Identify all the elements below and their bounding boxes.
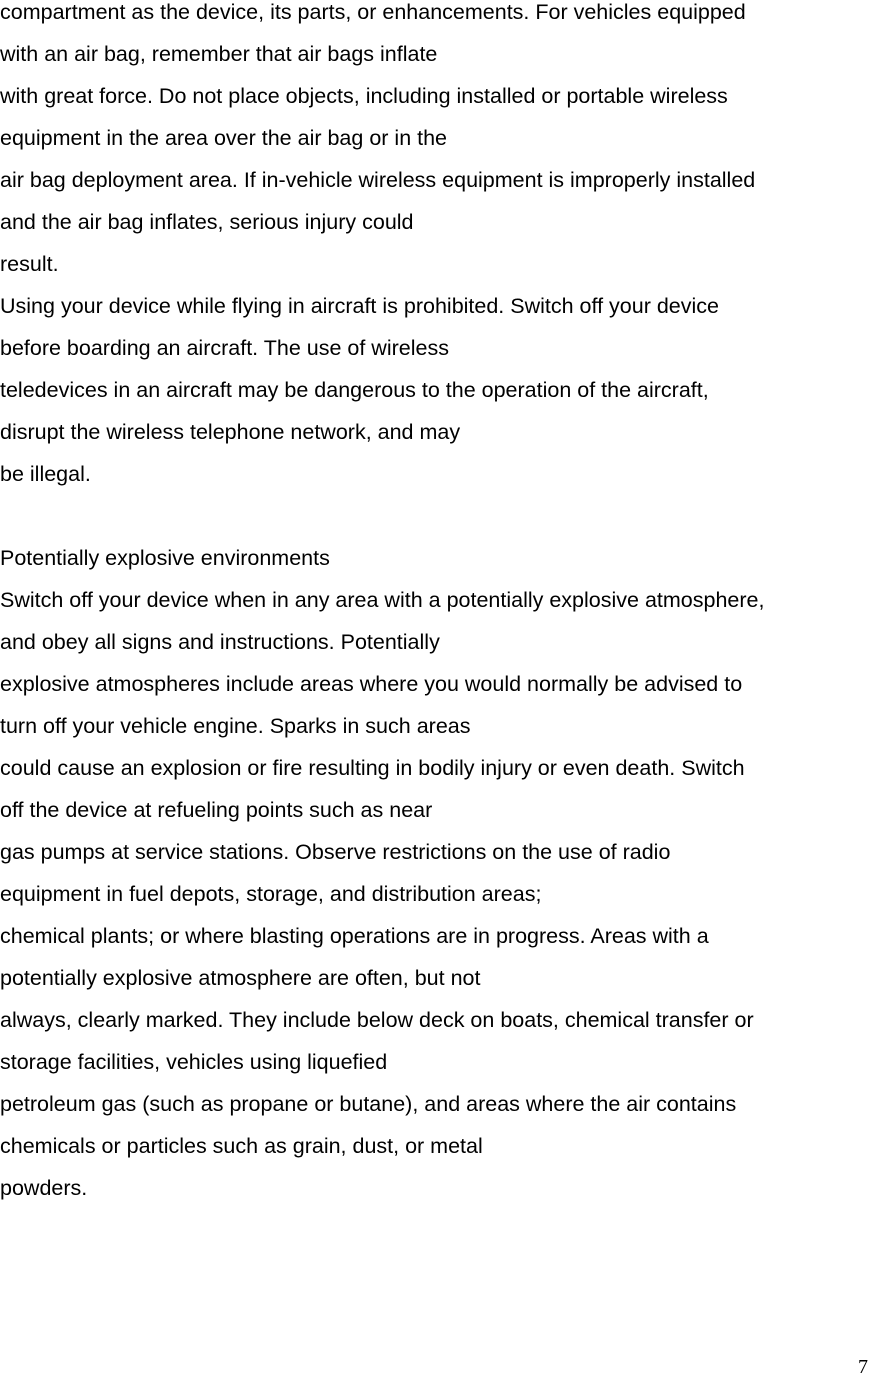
text-line: gas pumps at service stations. Observe restrictions on the use of radio [0, 840, 671, 864]
page-number: 7 [858, 1356, 868, 1378]
text-line: compartment as the device, its parts, or enhancements. For vehicles equipped [0, 0, 746, 24]
text-line: could cause an explosion or fire resulting in bodily injury or even death. Switch [0, 756, 745, 780]
text-line: always, clearly marked. They include below deck on boats, chemical transfer or [0, 1008, 754, 1032]
text-line: equipment in the area over the air bag or in the [0, 126, 448, 150]
text-line: petroleum gas (such as propane or butane), and areas where the air contains [0, 1092, 737, 1116]
text-line: equipment in fuel depots, storage, and distribution areas; [0, 882, 542, 906]
text-line: with great force. Do not place objects, including installed or portable wireless [0, 84, 728, 108]
text-line: and obey all signs and instructions. Potentially [0, 630, 440, 654]
text-line: result. [0, 252, 59, 276]
text-line: powders. [0, 1176, 88, 1200]
text-line: Switch off your device when in any area with a potentially explosive atmosphere, [0, 588, 765, 612]
text-line: be illegal. [0, 462, 91, 486]
text-line: and the air bag inflates, serious injury could [0, 210, 414, 234]
text-line: potentially explosive atmosphere are often, but not [0, 966, 481, 990]
section-heading: Potentially explosive environments [0, 546, 330, 570]
air-bag-and-aircraft-paragraph [0, 0, 874, 504]
text-line: storage facilities, vehicles using liquefied [0, 1050, 388, 1074]
text-line: before boarding an aircraft. The use of wireless [0, 336, 449, 360]
text-line: chemicals or particles such as grain, dust, or metal [0, 1134, 483, 1158]
text-line: air bag deployment area. If in-vehicle wireless equipment is improperly installed [0, 168, 756, 192]
text-line: turn off your vehicle engine. Sparks in such areas [0, 714, 471, 738]
explosive-environments-paragraph [0, 588, 874, 1218]
text-line: with an air bag, remember that air bags inflate [0, 42, 438, 66]
text-line: disrupt the wireless telephone network, and may [0, 420, 461, 444]
text-line: Using your device while flying in aircraft is prohibited. Switch off your device [0, 294, 719, 318]
paragraph-spacer [0, 504, 874, 546]
text-line: chemical plants; or where blasting operations are in progress. Areas with a [0, 924, 709, 948]
text-line: off the device at refueling points such as near [0, 798, 433, 822]
text-line: explosive atmospheres include areas where you would normally be advised to [0, 672, 743, 696]
text-line: teledevices in an aircraft may be dangerous to the operation of the aircraft, [0, 378, 709, 402]
